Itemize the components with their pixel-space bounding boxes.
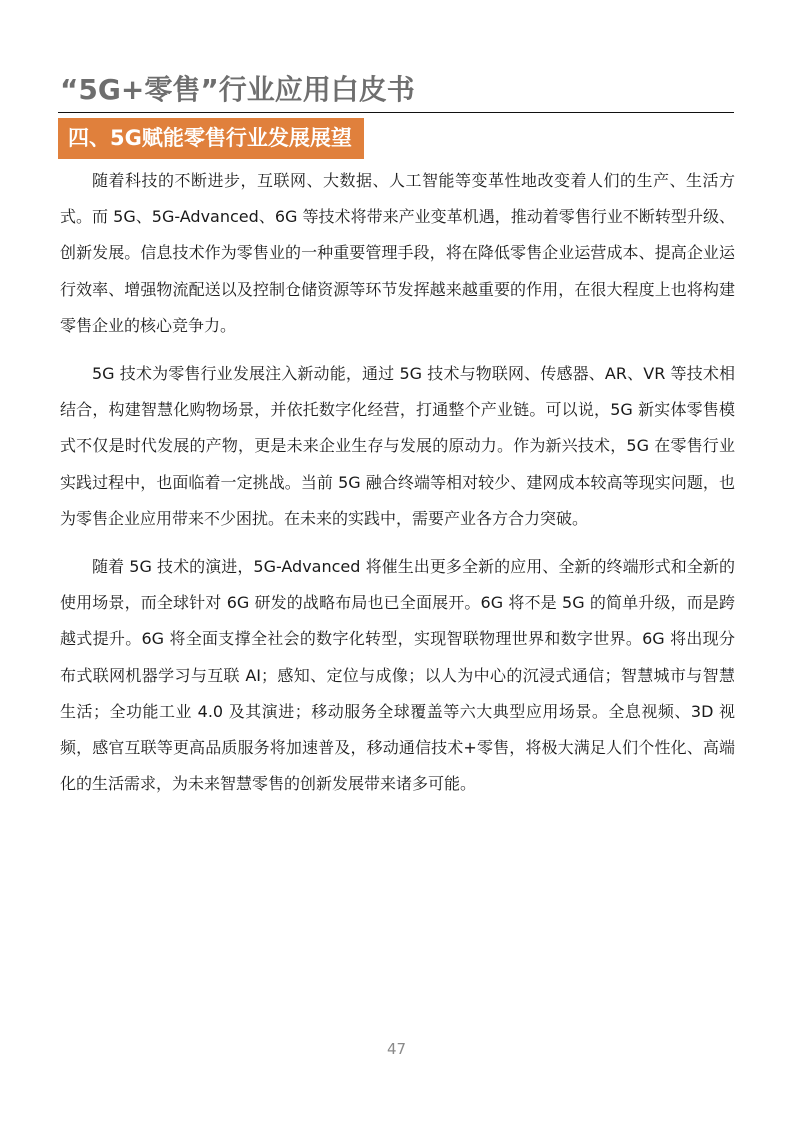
page-number: 47 [386, 1040, 407, 1058]
body-text [60, 163, 735, 814]
paragraph-2: 5G 技术为零售行业发展注入新动能，通过 5G 技术与物联网、传感器、AR、VR 等技术相结合，构建智慧化购物场景，并依托数字化经营，打通整个产业链。可以说，5G 新实体零售模式不仅是时代发展的产物，更是未来企业生存与发展的原动力。作为新兴技术，5G 在零售行业实践过程中，也面临着一定挑战。当前 5G 融合终端等相对较少、建网成本较高等现实问题，也为零售企业应用带来不少困扰。在未来的实践中，需要产业各方合力突破。 [60, 364, 735, 528]
header-divider [58, 112, 734, 113]
paragraph-1: 随着科技的不断进步，互联网、大数据、人工智能等变革性地改变着人们的生产、生活方式。而 5G、5G-Advanced、6G 等技术将带来产业变革机遇，推动着零售行业不断转型升级、创新发展。信息技术作为零售业的一种重要管理手段，将在降低零售企业运营成本、提高企业运行效率、增强物流配送以及控制仓储资源等环节发挥越来越重要的作用，在很大程度上也将构建零售企业的核心竞争力。 [60, 171, 735, 335]
section-heading: 四、5G赋能零售行业发展展望 [58, 118, 364, 159]
document-title: “5G+零售”行业应用白皮书 [60, 73, 415, 106]
paragraph-3: 随着 5G 技术的演进，5G-Advanced 将催生出更多全新的应用、全新的终端形式和全新的使用场景，而全球针对 6G 研发的战略布局也已全面展开。6G 将不是 5G 的简单升级，而是跨越式提升。6G 将全面支撑全社会的数字化转型，实现智联物理世界和数字世界。6G 将出现分布式联网机器学习与互联 AI；感知、定位与成像；以人为中心的沉浸式通信；智慧城市与智慧生活；全功能工业 4.0 及其演进；移动服务全球覆盖等六大典型应用场景。全息视频、3D 视频，感官互联等更高品质服务将加速普及，移动通信技术+零售，将极大满足人们个性化、高端化的生活需求，为未来智慧零售的创新发展带来诸多可能。 [60, 557, 735, 794]
